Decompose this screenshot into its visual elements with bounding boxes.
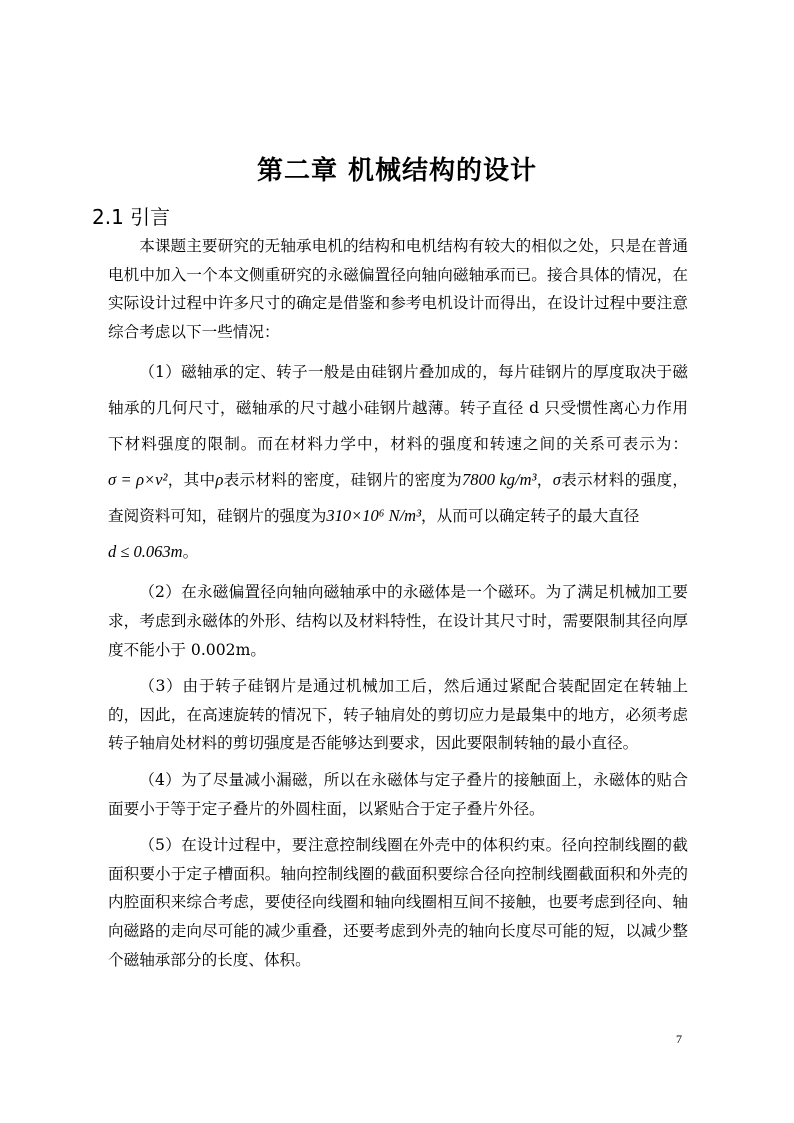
item-1-text-b: ，其中 — [167, 471, 216, 490]
section-heading: 2.1 引言 — [92, 205, 171, 229]
sigma-symbol: σ — [552, 470, 561, 490]
body-text — [108, 232, 688, 982]
item-1-text-g: 。 — [182, 543, 199, 562]
item-2-paragraph: （2）在永磁偏置径向轴向磁轴承中的永磁体是一个磁环。为了满足机械加工要求，考虑到永磁体的外形、结构以及材料特性，在设计其尺寸时，需要限制其径向厚度不能小于 0.002m。 — [108, 583, 688, 659]
diameter-limit: d ≤ 0.063m — [108, 542, 183, 562]
item-3-paragraph: （3）由于转子硅钢片是通过机械加工后，然后通过紧配合装配固定在转轴上的，因此，在高速旋转的情况下，转子轴肩处的剪切应力是最集中的地方，必须考虑转子轴肩处材料的剪切强度是否能够达到要求，因此要限制转轴的最小直径。 — [108, 677, 688, 753]
item-1-text-e: 表示材料的强度，查阅资料可知，硅钢片的强度为 — [108, 471, 688, 526]
item-1-text-f: ，从而可以确定转子的最大直径 — [421, 507, 640, 526]
item-4-paragraph: （4）为了尽量减小漏磁，所以在永磁体与定子叠片的接触面上，永磁体的贴合面要小于等于定子叠片的外圆柱面，以紧贴合于定子叠片外径。 — [108, 770, 688, 818]
stress-formula: σ = ρ×v² — [108, 470, 168, 490]
density-value: 7800 kg/m³ — [462, 470, 537, 490]
item-5-paragraph: （5）在设计过程中，要注意控制线圈在外壳中的体积约束。径向控制线圈的截面积要小于定子槽面积。轴向控制线圈的截面积要综合径向控制线圈截面积和外壳的内腔面积来综合考虑，要使径向线圈和轴向线圈相互间不接触，也要考虑到径向、轴向磁路的走向尽可能的减少重叠，还要考虑到外壳的轴向长度尽可能的短，以减少整个磁轴承部分的长度、体积。 — [108, 836, 688, 969]
item-1-text-a: （1）磁轴承的定、转子一般是由硅钢片叠加成的，每片硅钢片的厚度取决于磁轴承的几何尺寸，磁轴承的尺寸越小硅钢片越薄。转子直径 d 只受惯性离心力作用下材料强度的限制。而在材料力学中，材料的强度和转速之间的关系可表示为： — [108, 363, 688, 454]
item-1-paragraph — [108, 354, 688, 570]
item-1-text-d: ， — [536, 471, 553, 490]
page-number: 7 — [676, 1032, 682, 1046]
intro-paragraph: 本课题主要研究的无轴承电机的结构和电机结构有较大的相似之处，只是在普通电机中加入一个本文侧重研究的永磁偏置径向轴向磁轴承而已。接合具体的情况，在实际设计过程中许多尺寸的确定是借鉴和参考电机设计而得出，在设计过程中要注意综合考虑以下一些情况： — [108, 237, 688, 341]
rho-symbol: ρ — [215, 470, 224, 490]
chapter-title: 第二章 机械结构的设计 — [256, 156, 538, 186]
item-1-text-c: 表示材料的密度，硅钢片的密度为 — [223, 471, 463, 490]
strength-value: 310×10⁶ N/m³ — [326, 506, 422, 526]
